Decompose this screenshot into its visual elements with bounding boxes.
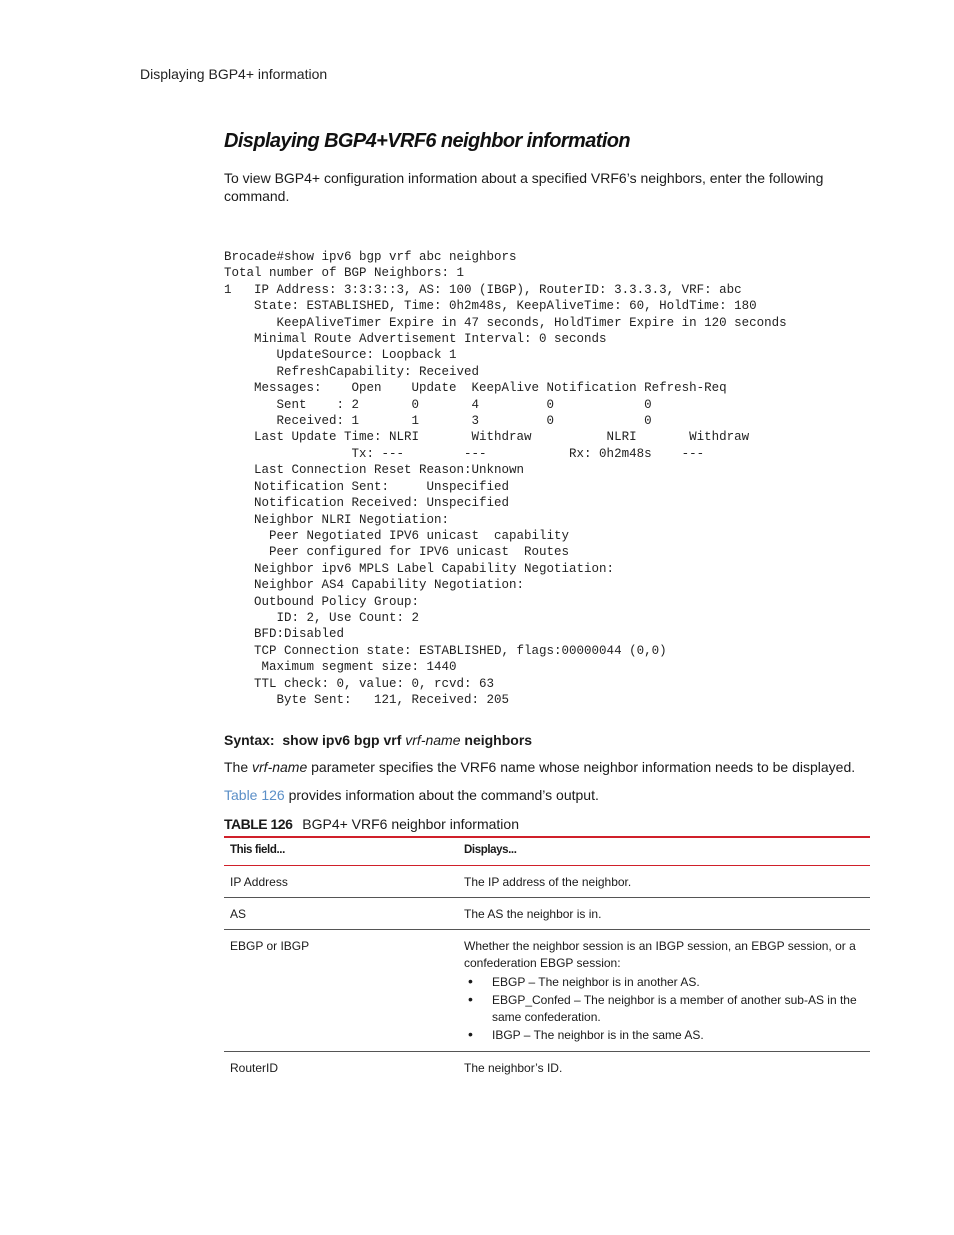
table-caption bbox=[224, 816, 870, 832]
code-line: ID: 2, Use Count: 2 bbox=[224, 610, 420, 625]
table-row bbox=[224, 866, 870, 898]
bullet-text: IBGP – The neighbor is in the same AS. bbox=[492, 1028, 704, 1043]
code-line: Outbound Policy Group: bbox=[224, 594, 420, 609]
code-line: TTL check: 0, value: 0, rcvd: 63 bbox=[224, 676, 495, 691]
code-line: Brocade#show ipv6 bgp vrf abc neighbors bbox=[224, 250, 517, 264]
code-line: Total number of BGP Neighbors: 1 bbox=[224, 266, 465, 281]
section-title: Displaying BGP4+VRF6 neighbor information bbox=[224, 130, 631, 152]
code-line: Peer configured for IPV6 unicast Routes bbox=[224, 545, 570, 560]
code-line: Minimal Route Advertisement Interval: 0 seconds bbox=[224, 332, 607, 347]
bullet-text: EBGP – The neighbor is in another AS. bbox=[492, 975, 700, 990]
description-text: The neighbor’s ID. bbox=[464, 1061, 563, 1076]
syntax-tail: neighbors bbox=[464, 732, 533, 749]
code-line: Last Connection Reset Reason:Unknown bbox=[224, 463, 525, 478]
code-line: RefreshCapability: Received bbox=[224, 364, 480, 379]
table-link[interactable]: Table 126 bbox=[224, 787, 285, 804]
field-cell: IP Address bbox=[230, 875, 288, 890]
description-text: Whether the neighbor session is an IBGP session, an EBGP session, or a confederation EBGP session: bbox=[464, 939, 856, 971]
code-line: Neighbor AS4 Capability Negotiation: bbox=[224, 578, 525, 593]
code-line: State: ESTABLISHED, Time: 0h2m48s, KeepAliveTime: 60, HoldTime: 180 bbox=[224, 299, 757, 314]
bullet-icon: • bbox=[468, 973, 473, 990]
code-line: Received: 1 1 3 0 0 bbox=[224, 414, 652, 429]
description-text: The AS the neighbor is in. bbox=[464, 907, 602, 922]
code-line: KeepAliveTimer Expire in 47 seconds, HoldTimer Expire in 120 seconds bbox=[224, 315, 787, 330]
code-line: Maximum segment size: 1440 bbox=[224, 660, 457, 675]
running-head: Displaying BGP4+ information bbox=[140, 66, 328, 82]
table-caption-text: BGP4+ VRF6 neighbor information bbox=[302, 816, 519, 833]
code-line: BFD:Disabled bbox=[224, 627, 345, 642]
code-line: Notification Sent: Unspecified bbox=[224, 479, 510, 494]
code-line: Neighbor ipv6 MPLS Label Capability Negotiation: bbox=[224, 561, 615, 576]
param-arg: vrf-name bbox=[252, 759, 308, 776]
header-field: This field... bbox=[230, 844, 285, 857]
description-text: The IP address of the neighbor. bbox=[464, 875, 632, 890]
syntax-command: show ipv6 bgp vrf bbox=[282, 732, 402, 749]
param-post: parameter specifies the VRF6 name whose neighbor information needs to be displayed. bbox=[311, 759, 856, 776]
field-cell: AS bbox=[230, 907, 247, 922]
code-line: 1 IP Address: 3:3:3::3, AS: 100 (IBGP), RouterID: 3.3.3.3, VRF: abc bbox=[224, 282, 742, 297]
table-number: TABLE 126 bbox=[224, 816, 293, 833]
field-cell: RouterID bbox=[230, 1061, 279, 1076]
code-line: Last Update Time: NLRI Withdraw NLRI Withdraw bbox=[224, 430, 750, 445]
bullet-icon: • bbox=[468, 991, 473, 1008]
description-cell bbox=[458, 1052, 870, 1084]
description-cell bbox=[458, 898, 870, 930]
bullet-item bbox=[464, 974, 864, 991]
syntax-label: Syntax: bbox=[224, 732, 275, 749]
description-cell bbox=[458, 930, 870, 1052]
table-row bbox=[224, 930, 870, 1052]
parameter-description bbox=[224, 758, 870, 776]
bullet-item bbox=[464, 1027, 864, 1044]
table-row bbox=[224, 898, 870, 930]
code-line: Neighbor NLRI Negotiation: bbox=[224, 512, 450, 527]
bullet-item bbox=[464, 992, 864, 1026]
code-line: Messages: Open Update KeepAlive Notification Refresh-Req bbox=[224, 381, 727, 396]
syntax-line bbox=[224, 732, 870, 748]
table-reference-text: provides information about the command’s output. bbox=[288, 787, 599, 804]
code-line: Tx: --- --- Rx: 0h2m48s --- bbox=[224, 446, 705, 461]
bullet-list bbox=[464, 974, 864, 1044]
intro-paragraph: To view BGP4+ configuration information about a specified VRF6’s neighbors, enter the following command. bbox=[224, 170, 824, 204]
syntax-argument: vrf-name bbox=[405, 732, 461, 749]
description-cell bbox=[458, 866, 870, 898]
info-table bbox=[224, 836, 870, 1083]
code-line: Sent : 2 0 4 0 0 bbox=[224, 397, 652, 412]
code-line: Peer Negotiated IPV6 unicast capability bbox=[224, 528, 570, 543]
field-cell: EBGP or IBGP bbox=[230, 939, 310, 954]
table-header-row bbox=[224, 837, 870, 866]
main-content bbox=[224, 130, 870, 1083]
header-displays: Displays... bbox=[464, 844, 517, 857]
table-reference bbox=[224, 786, 870, 804]
code-line: Notification Received: Unspecified bbox=[224, 496, 510, 511]
table-row bbox=[224, 1052, 870, 1084]
bullet-text: EBGP_Confed – The neighbor is a member of another sub-AS in the same confederation. bbox=[492, 993, 857, 1025]
code-line: UpdateSource: Loopback 1 bbox=[224, 348, 457, 363]
code-line: TCP Connection state: ESTABLISHED, flags:00000044 (0,0) bbox=[224, 643, 667, 658]
code-block bbox=[224, 249, 870, 708]
bullet-icon: • bbox=[468, 1026, 473, 1043]
table-body bbox=[224, 866, 870, 1084]
code-line: Byte Sent: 121, Received: 205 bbox=[224, 692, 510, 707]
param-pre: The bbox=[224, 759, 249, 776]
